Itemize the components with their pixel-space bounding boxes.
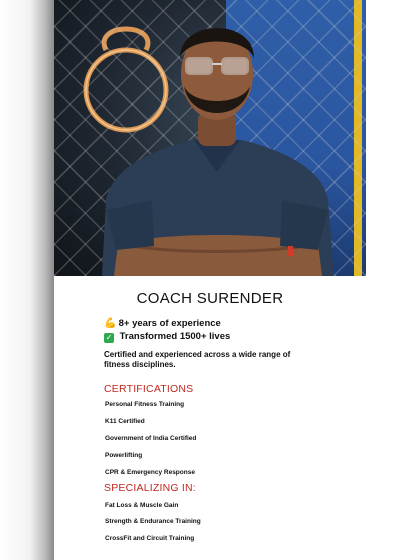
specialization-item: Strength & Endurance Training — [105, 518, 201, 525]
highlight-transformed — [104, 330, 344, 343]
certification-item: Powerlifting — [105, 452, 143, 459]
coach-profile-card — [54, 0, 366, 560]
coach-figure — [82, 0, 352, 276]
flexed-biceps-icon: 💪 — [104, 318, 117, 329]
certifications-heading: CERTIFICATIONS — [104, 383, 194, 395]
highlight-experience — [104, 317, 344, 330]
certification-item: Personal Fitness Training — [105, 401, 185, 408]
highlights — [104, 317, 344, 343]
certification-item: K11 Certified — [105, 418, 145, 425]
specialization-item: Fat Loss & Muscle Gain — [105, 502, 179, 509]
coach-name: COACH SURENDER — [136, 290, 284, 307]
certification-item: Government of India Certified — [105, 435, 197, 442]
profile-blurb: Certified and experienced across a wide range of fitness disciplines. — [104, 350, 291, 369]
highlight-text: 8+ years of experience — [118, 318, 221, 329]
check-mark-icon: ✓ — [105, 333, 113, 342]
highlight-text: Transformed 1500+ lives — [119, 331, 231, 342]
coach-photo — [54, 0, 366, 276]
specialization-item: CrossFit and Circuit Training — [105, 535, 195, 542]
specializing-heading: SPECIALIZING IN: — [104, 482, 196, 494]
certification-item: CPR & Emergency Response — [105, 469, 195, 476]
page-edge-shadow — [0, 0, 54, 560]
